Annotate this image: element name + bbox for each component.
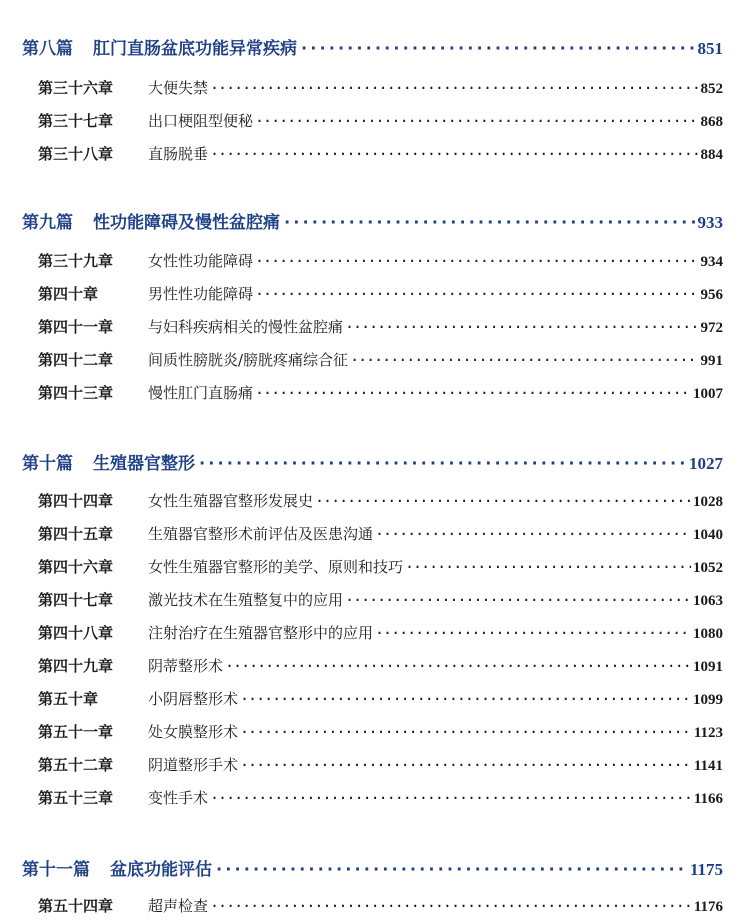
dot-leader [282, 213, 696, 233]
chapter-number: 第四十一章 [38, 318, 114, 336]
chapter-title: 大便失禁 [148, 79, 209, 97]
chapter-entry[interactable] [38, 556, 723, 577]
part-number: 第十篇 [22, 454, 73, 474]
dot-leader [299, 39, 696, 59]
chapter-number: 第五十二章 [38, 756, 114, 774]
part-heading[interactable] [22, 208, 723, 233]
chapter-number: 第五十一章 [38, 723, 114, 741]
chapter-page-number: 1141 [693, 758, 723, 774]
chapter-entry[interactable] [38, 382, 723, 403]
part-number: 第九篇 [22, 213, 73, 233]
dot-leader [255, 285, 698, 303]
part-number: 第十一篇 [22, 860, 90, 880]
chapter-entry[interactable] [38, 754, 723, 775]
chapter-page-number: 1063 [693, 593, 723, 609]
dot-leader [214, 860, 688, 880]
chapter-page-number: 1028 [693, 494, 723, 510]
chapter-page-number: 1040 [693, 527, 723, 543]
dot-leader [375, 624, 691, 642]
dot-leader [255, 252, 698, 270]
chapter-number: 第三十六章 [38, 79, 114, 97]
chapter-entry[interactable] [38, 110, 723, 131]
chapter-title: 慢性肛门直肠痛 [148, 384, 254, 402]
chapter-number: 第三十八章 [38, 145, 114, 163]
dot-leader [210, 789, 692, 807]
chapter-entry[interactable] [38, 349, 723, 370]
dot-leader [197, 454, 687, 474]
part-title: 肛门直肠盆底功能异常疾病 [93, 39, 297, 59]
chapter-title: 超声检查 [148, 897, 209, 915]
chapter-title: 小阴唇整形术 [148, 690, 239, 708]
chapter-title: 激光技术在生殖整复中的应用 [148, 591, 344, 609]
chapter-number: 第四十八章 [38, 624, 114, 642]
chapter-page-number: 852 [700, 81, 723, 97]
chapter-number: 第四十章 [38, 285, 99, 303]
chapter-number: 第四十九章 [38, 657, 114, 675]
chapter-title: 阴蒂整形术 [148, 657, 224, 675]
part-page-number: 1175 [689, 860, 723, 879]
chapter-page-number: 972 [700, 320, 723, 336]
chapter-entry[interactable] [38, 490, 723, 511]
part-heading[interactable] [22, 449, 723, 474]
chapter-page-number: 991 [700, 353, 723, 369]
chapter-entry[interactable] [38, 721, 723, 742]
chapter-entry[interactable] [38, 622, 723, 643]
dot-leader [240, 756, 692, 774]
dot-leader [240, 723, 692, 741]
chapter-page-number: 1099 [693, 692, 723, 708]
chapter-number: 第四十七章 [38, 591, 114, 609]
chapter-page-number: 934 [700, 254, 723, 270]
chapter-number: 第四十六章 [38, 558, 114, 576]
chapter-entry[interactable] [38, 895, 723, 916]
dot-leader [405, 558, 691, 576]
part-page-number: 1027 [689, 454, 723, 473]
chapter-entry[interactable] [38, 787, 723, 808]
dot-leader [225, 657, 691, 675]
chapter-number: 第四十二章 [38, 351, 114, 369]
chapter-entry[interactable] [38, 250, 723, 271]
dot-leader [350, 351, 698, 369]
chapter-title: 阴道整形手术 [148, 756, 239, 774]
chapter-page-number: 1007 [693, 386, 723, 402]
dot-leader [315, 492, 691, 510]
chapter-number: 第三十九章 [38, 252, 114, 270]
chapter-title: 变性手术 [148, 789, 209, 807]
chapter-title: 直肠脱垂 [148, 145, 209, 163]
chapter-number: 第四十三章 [38, 384, 114, 402]
chapter-title: 生殖器官整形术前评估及医患沟通 [148, 525, 374, 543]
chapter-page-number: 1123 [693, 725, 723, 741]
chapter-title: 女性性功能障碍 [148, 252, 254, 270]
dot-leader [240, 690, 691, 708]
part-title: 性功能障碍及慢性盆腔痛 [93, 213, 280, 233]
chapter-title: 注射治疗在生殖器官整形中的应用 [148, 624, 374, 642]
chapter-number: 第五十四章 [38, 897, 114, 915]
dot-leader [210, 897, 692, 915]
chapter-entry[interactable] [38, 523, 723, 544]
part-page-number: 851 [697, 39, 723, 58]
part-number: 第八篇 [22, 39, 73, 59]
part-heading[interactable] [22, 855, 723, 880]
chapter-number: 第五十三章 [38, 789, 114, 807]
chapter-entry[interactable] [38, 316, 723, 337]
chapter-page-number: 868 [700, 114, 723, 130]
chapter-entry[interactable] [38, 655, 723, 676]
chapter-number: 第五十章 [38, 690, 99, 708]
chapter-number: 第三十七章 [38, 112, 114, 130]
chapter-page-number: 1080 [693, 626, 723, 642]
chapter-entry[interactable] [38, 589, 723, 610]
chapter-title: 男性性功能障碍 [148, 285, 254, 303]
dot-leader [375, 525, 691, 543]
chapter-title: 女性生殖器官整形发展史 [148, 492, 314, 510]
chapter-page-number: 1166 [693, 791, 723, 807]
chapter-entry[interactable] [38, 688, 723, 709]
dot-leader [255, 384, 691, 402]
chapter-page-number: 1176 [693, 899, 723, 915]
dot-leader [210, 145, 698, 163]
part-title: 盆底功能评估 [110, 860, 212, 880]
chapter-title: 出口梗阻型便秘 [148, 112, 254, 130]
chapter-page-number: 884 [700, 147, 723, 163]
dot-leader [255, 112, 698, 130]
dot-leader [345, 318, 698, 336]
part-page-number: 933 [697, 213, 723, 232]
chapter-title: 处女膜整形术 [148, 723, 239, 741]
chapter-page-number: 956 [700, 287, 723, 303]
chapter-number: 第四十四章 [38, 492, 114, 510]
dot-leader [210, 79, 698, 97]
chapter-entry[interactable] [38, 143, 723, 164]
chapter-entry[interactable] [38, 77, 723, 98]
dot-leader [345, 591, 691, 609]
part-heading[interactable] [22, 34, 723, 59]
chapter-number: 第四十五章 [38, 525, 114, 543]
chapter-page-number: 1052 [693, 560, 723, 576]
chapter-entry[interactable] [38, 283, 723, 304]
chapter-title: 女性生殖器官整形的美学、原则和技巧 [148, 558, 404, 576]
chapter-page-number: 1091 [693, 659, 723, 675]
part-title: 生殖器官整形 [93, 454, 195, 474]
chapter-title: 与妇科疾病相关的慢性盆腔痛 [148, 318, 344, 336]
chapter-title: 间质性膀胱炎/膀胱疼痛综合征 [148, 351, 349, 369]
